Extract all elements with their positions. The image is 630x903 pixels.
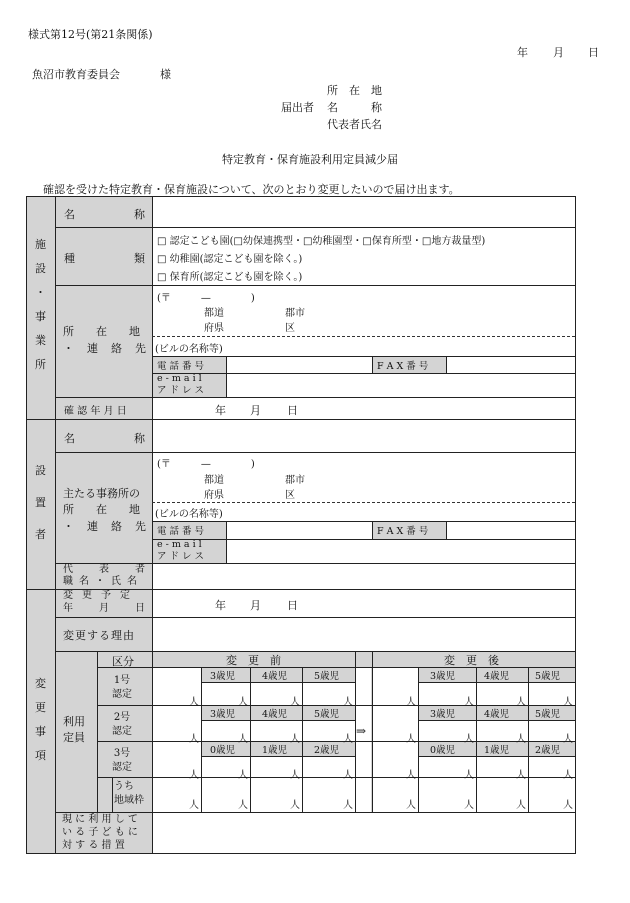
founder-email-label-2: ア ド レ ス bbox=[157, 551, 205, 562]
facility-phone-label: 電 話 番 号 bbox=[157, 361, 205, 372]
form-title: 特定教育・保育施設利用定員減少届 bbox=[222, 153, 398, 166]
form-number: 様式第12号(第21条関係) bbox=[28, 28, 153, 41]
facility-building[interactable]: (ビルの名称等) bbox=[155, 344, 223, 355]
age-header: 4歳児 bbox=[484, 709, 510, 720]
confirm-date-label: 確 認 年 月 日 bbox=[64, 406, 127, 417]
person-unit: 人 bbox=[516, 697, 526, 708]
facility-address-label: 所 在 地 bbox=[63, 325, 140, 338]
founder-email-input[interactable] bbox=[227, 540, 575, 563]
founder-pref-1: 都道 bbox=[204, 475, 224, 486]
person-unit: 人 bbox=[343, 734, 353, 745]
founder-name-label: 名 bbox=[64, 432, 75, 445]
person-unit: 人 bbox=[563, 734, 573, 745]
founder-postal[interactable]: (〒 — ) bbox=[157, 459, 255, 470]
type-option-hoikusho[interactable]: □ 保育所(認定こども園を除く。) bbox=[157, 272, 303, 283]
date-year: 年 bbox=[517, 46, 528, 59]
person-unit: 人 bbox=[406, 800, 416, 811]
person-unit: 人 bbox=[563, 770, 573, 781]
facility-phone-input[interactable] bbox=[227, 357, 372, 373]
facility-fax-input[interactable] bbox=[447, 357, 575, 373]
notifier-name-label: 名 称 bbox=[327, 101, 382, 114]
age-header: 4歳児 bbox=[484, 671, 510, 682]
facility-postal[interactable]: (〒 — ) bbox=[157, 293, 255, 304]
age-header: 4歳児 bbox=[262, 709, 288, 720]
person-unit: 人 bbox=[290, 734, 300, 745]
type-option-ninteikodomoen[interactable]: □ 認定こども園(□幼保連携型・□幼稚園型・□保育所型・□地方裁量型) bbox=[157, 236, 486, 247]
person-unit: 人 bbox=[189, 697, 199, 708]
person-unit: 人 bbox=[238, 800, 248, 811]
date-day: 日 bbox=[588, 46, 599, 59]
person-unit: 人 bbox=[290, 800, 300, 811]
facility-name-label: 名 bbox=[64, 208, 75, 221]
facility-email-label-2: ア ド レ ス bbox=[157, 385, 205, 396]
age-header: 3歳児 bbox=[430, 709, 456, 720]
notifier-address-label: 所 在 地 bbox=[327, 84, 382, 97]
row-2go-label: 2号 認定 bbox=[112, 712, 132, 737]
date-month: 月 bbox=[553, 46, 564, 59]
person-unit: 人 bbox=[464, 800, 474, 811]
confirm-date-month: 月 bbox=[250, 404, 261, 417]
capacity-label: 利用 定員 bbox=[63, 715, 85, 744]
facility-section-label: 施 設 ・ 事 業 所 bbox=[35, 238, 46, 371]
age-header: 3歳児 bbox=[210, 671, 236, 682]
change-section-label: 変 更 事 項 bbox=[35, 677, 46, 762]
person-unit: 人 bbox=[290, 770, 300, 781]
facility-pref-1: 都道 bbox=[204, 308, 224, 319]
founder-contact-label: ・ 連 絡 先 bbox=[63, 520, 146, 533]
facility-fax-label: F A X 番 号 bbox=[377, 361, 429, 372]
planned-date-year: 年 bbox=[215, 599, 226, 612]
person-unit: 人 bbox=[343, 800, 353, 811]
facility-email-label-1: e - m a i l bbox=[157, 373, 202, 384]
category-header: 区分 bbox=[112, 655, 134, 668]
person-unit: 人 bbox=[189, 770, 199, 781]
person-unit: 人 bbox=[343, 697, 353, 708]
rep-name-input[interactable] bbox=[153, 564, 575, 589]
change-reason-input[interactable] bbox=[153, 618, 575, 651]
arrow-col-white bbox=[356, 667, 371, 812]
age-header: 3歳児 bbox=[210, 709, 236, 720]
person-unit: 人 bbox=[563, 800, 573, 811]
person-unit: 人 bbox=[406, 734, 416, 745]
facility-type-label: 種 bbox=[64, 252, 75, 265]
person-unit: 人 bbox=[290, 697, 300, 708]
person-unit: 人 bbox=[563, 697, 573, 708]
founder-section-label: 設 置 者 bbox=[35, 464, 46, 541]
measures-label: 現 に 利 用 し て い る 子 ど も に 対 す る 措 置 bbox=[62, 814, 138, 851]
facility-city-2: 区 bbox=[285, 323, 295, 334]
planned-date-label-1: 変 更 予 定 bbox=[63, 590, 130, 601]
measures-input[interactable] bbox=[153, 813, 575, 853]
person-unit: 人 bbox=[406, 697, 416, 708]
arrow-icon: ⇒ bbox=[356, 724, 367, 738]
founder-name-label-end: 称 bbox=[134, 432, 145, 445]
facility-name-label-end: 称 bbox=[134, 208, 145, 221]
row-local-label: うち 地域枠 bbox=[114, 781, 144, 806]
founder-pref-2: 府県 bbox=[204, 490, 224, 501]
age-header: 5歳児 bbox=[535, 671, 561, 682]
honorific: 様 bbox=[160, 68, 171, 81]
person-unit: 人 bbox=[464, 697, 474, 708]
facility-labels-bg bbox=[55, 196, 152, 419]
person-unit: 人 bbox=[516, 734, 526, 745]
person-unit: 人 bbox=[189, 800, 199, 811]
planned-date-month: 月 bbox=[250, 599, 261, 612]
person-unit: 人 bbox=[464, 734, 474, 745]
notifier-rep-label: 代表者氏名 bbox=[327, 118, 382, 131]
facility-email-input[interactable] bbox=[227, 374, 575, 397]
row-1go-label: 1号 認定 bbox=[112, 675, 132, 700]
founder-city-1: 郡市 bbox=[285, 475, 305, 486]
age-header: 2歳児 bbox=[314, 745, 340, 756]
facility-pref-2: 府県 bbox=[204, 323, 224, 334]
intro-text: 確認を受けた特定教育・保育施設について、次のとおり変更したいので届け出ます。 bbox=[43, 183, 460, 196]
age-header: 3歳児 bbox=[430, 671, 456, 682]
type-option-youchien[interactable]: □ 幼稚園(認定こども園を除く。) bbox=[157, 254, 303, 265]
planned-date-day: 日 bbox=[287, 599, 298, 612]
person-unit: 人 bbox=[238, 770, 248, 781]
founder-city-2: 区 bbox=[285, 490, 295, 501]
change-reason-label: 変更する理由 bbox=[63, 629, 135, 642]
founder-phone-label: 電 話 番 号 bbox=[157, 526, 205, 537]
person-unit: 人 bbox=[238, 697, 248, 708]
age-header: 5歳児 bbox=[535, 709, 561, 720]
person-unit: 人 bbox=[516, 770, 526, 781]
founder-phone-input[interactable] bbox=[227, 522, 372, 539]
age-header: 1歳児 bbox=[484, 745, 510, 756]
age-header: 2歳児 bbox=[535, 745, 561, 756]
row-3go-label: 3号 認定 bbox=[112, 748, 132, 773]
founder-email-label-1: e - m a i l bbox=[157, 539, 202, 550]
age-header: 5歳児 bbox=[314, 709, 340, 720]
age-header: 5歳児 bbox=[314, 671, 340, 682]
before-header: 変 更 前 bbox=[226, 654, 281, 667]
person-unit: 人 bbox=[189, 734, 199, 745]
founder-office-label: 主たる事務所の bbox=[63, 487, 140, 500]
confirm-date-day: 日 bbox=[287, 404, 298, 417]
person-unit: 人 bbox=[343, 770, 353, 781]
age-header: 1歳児 bbox=[262, 745, 288, 756]
facility-city-1: 郡市 bbox=[285, 308, 305, 319]
founder-name-input[interactable] bbox=[153, 420, 575, 452]
person-unit: 人 bbox=[464, 770, 474, 781]
after-header: 変 更 後 bbox=[444, 654, 499, 667]
founder-building[interactable]: (ビルの名称等) bbox=[155, 509, 223, 520]
age-header: 0歳児 bbox=[210, 745, 236, 756]
founder-fax-label: F A X 番 号 bbox=[377, 526, 429, 537]
rep-label-1: 代 表 者 bbox=[63, 564, 145, 575]
rep-label-2: 職 名 ・ 氏 名 bbox=[63, 576, 137, 587]
addressee: 魚沼市教育委員会 bbox=[32, 68, 120, 81]
facility-name-input[interactable] bbox=[153, 197, 575, 227]
person-unit: 人 bbox=[516, 800, 526, 811]
founder-address-label: 所 在 地 bbox=[63, 503, 140, 516]
founder-fax-input[interactable] bbox=[447, 522, 575, 539]
confirm-date-year: 年 bbox=[215, 404, 226, 417]
facility-type-label-end: 類 bbox=[134, 252, 145, 265]
person-unit: 人 bbox=[406, 770, 416, 781]
person-unit: 人 bbox=[238, 734, 248, 745]
planned-date-label-2: 年 月 日 bbox=[63, 603, 145, 614]
age-header: 0歳児 bbox=[430, 745, 456, 756]
notifier-label: 届出者 bbox=[281, 101, 314, 114]
age-header: 4歳児 bbox=[262, 671, 288, 682]
facility-contact-label: ・ 連 絡 先 bbox=[63, 342, 146, 355]
